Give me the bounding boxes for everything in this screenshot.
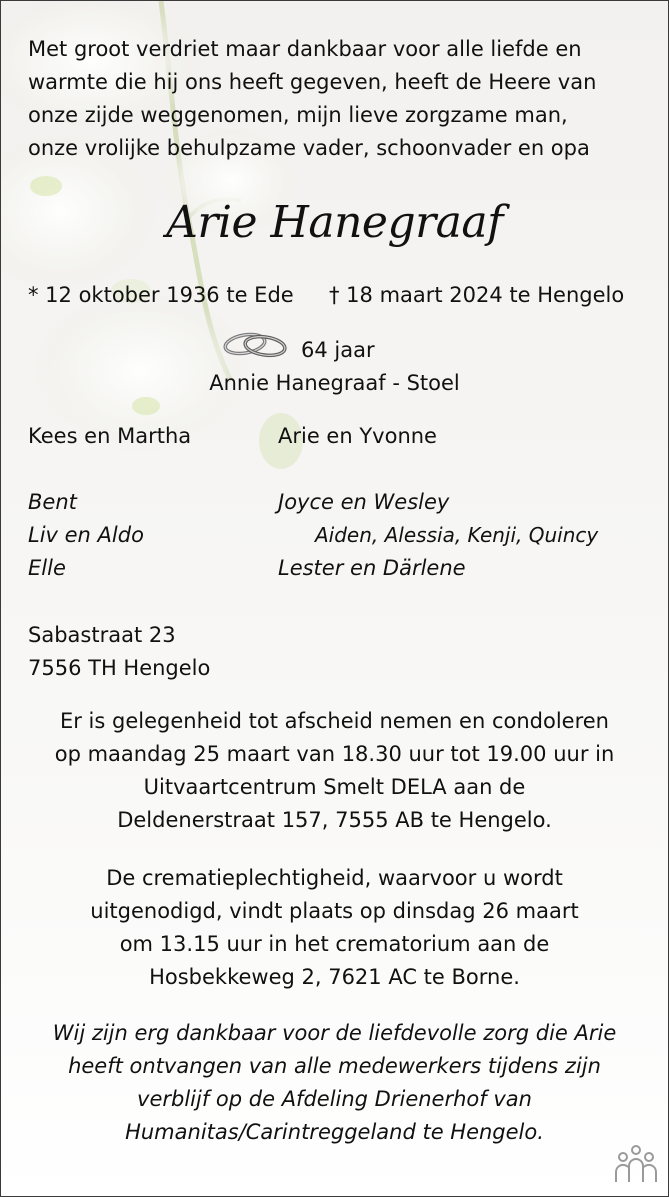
- deceased-name: Arie Hanegraaf: [166, 197, 503, 248]
- thanks-line-3: verblijf op de Afdeling Drienerhof van: [137, 1087, 532, 1111]
- family-left-4: Elle: [28, 556, 66, 580]
- intro-line-2: warmte die hij ons heeft gegeven, heeft de Heere van: [28, 70, 597, 94]
- condolence-line-1: Er is gelegenheid tot afscheid nemen en condoleren: [59, 709, 609, 733]
- condolence-line-2: op maandag 25 maart van 18.30 uur tot 19.00 uur in: [54, 742, 615, 766]
- family-left-3: Liv en Aldo: [28, 523, 144, 547]
- condolence-line-3: Uitvaartcentrum Smelt DELA aan de: [143, 775, 526, 799]
- intro-line-1: Met groot verdriet maar dankbaar voor alle liefde en: [28, 37, 582, 61]
- address-street: Sabastraat 23: [28, 623, 176, 647]
- people-group-icon: [613, 1144, 659, 1184]
- ceremony-line-3: om 13.15 uur in het crematorium aan de: [119, 932, 550, 956]
- thanks-line-2: heeft ontvangen van alle medewerkers tijdens zijn: [68, 1054, 601, 1078]
- family-right-2: Joyce en Wesley: [278, 490, 450, 514]
- thanks-line-1: Wij zijn erg dankbaar voor de liefdevolle zorg die Arie: [52, 1021, 617, 1045]
- spouse-name: Annie Hanegraaf - Stoel: [209, 371, 460, 395]
- family-right-1: Arie en Yvonne: [278, 424, 437, 448]
- ceremony-line-1: De crematieplechtigheid, waarvoor u wordt: [106, 866, 563, 890]
- address-city: 7556 TH Hengelo: [28, 656, 211, 680]
- ceremony-line-4: Hosbekkeweg 2, 7621 AC te Borne.: [149, 965, 520, 989]
- family-right-3: Aiden, Alessia, Kenji, Quincy: [315, 523, 599, 547]
- wedding-rings-icon: [221, 326, 289, 360]
- family-right-4: Lester en Därlene: [278, 556, 466, 580]
- death-date: † 18 maart 2024 te Hengelo: [329, 283, 625, 307]
- condolence-line-4: Deldenerstraat 157, 7555 AB te Hengelo.: [117, 808, 552, 832]
- birth-date: * 12 oktober 1936 te Ede: [28, 283, 294, 307]
- intro-line-3: onze zijde weggenomen, mijn lieve zorgzame man,: [28, 103, 568, 127]
- thanks-line-4: Humanitas/Carintreggeland te Hengelo.: [125, 1120, 544, 1144]
- family-left-1: Kees en Martha: [28, 424, 192, 448]
- family-left-2: Bent: [28, 490, 77, 514]
- intro-line-4: onze vrolijke behulpzame vader, schoonvader en opa: [28, 136, 590, 160]
- ceremony-line-2: uitgenodigd, vindt plaats op dinsdag 26 maart: [90, 899, 579, 923]
- marriage-years: 64 jaar: [301, 338, 375, 362]
